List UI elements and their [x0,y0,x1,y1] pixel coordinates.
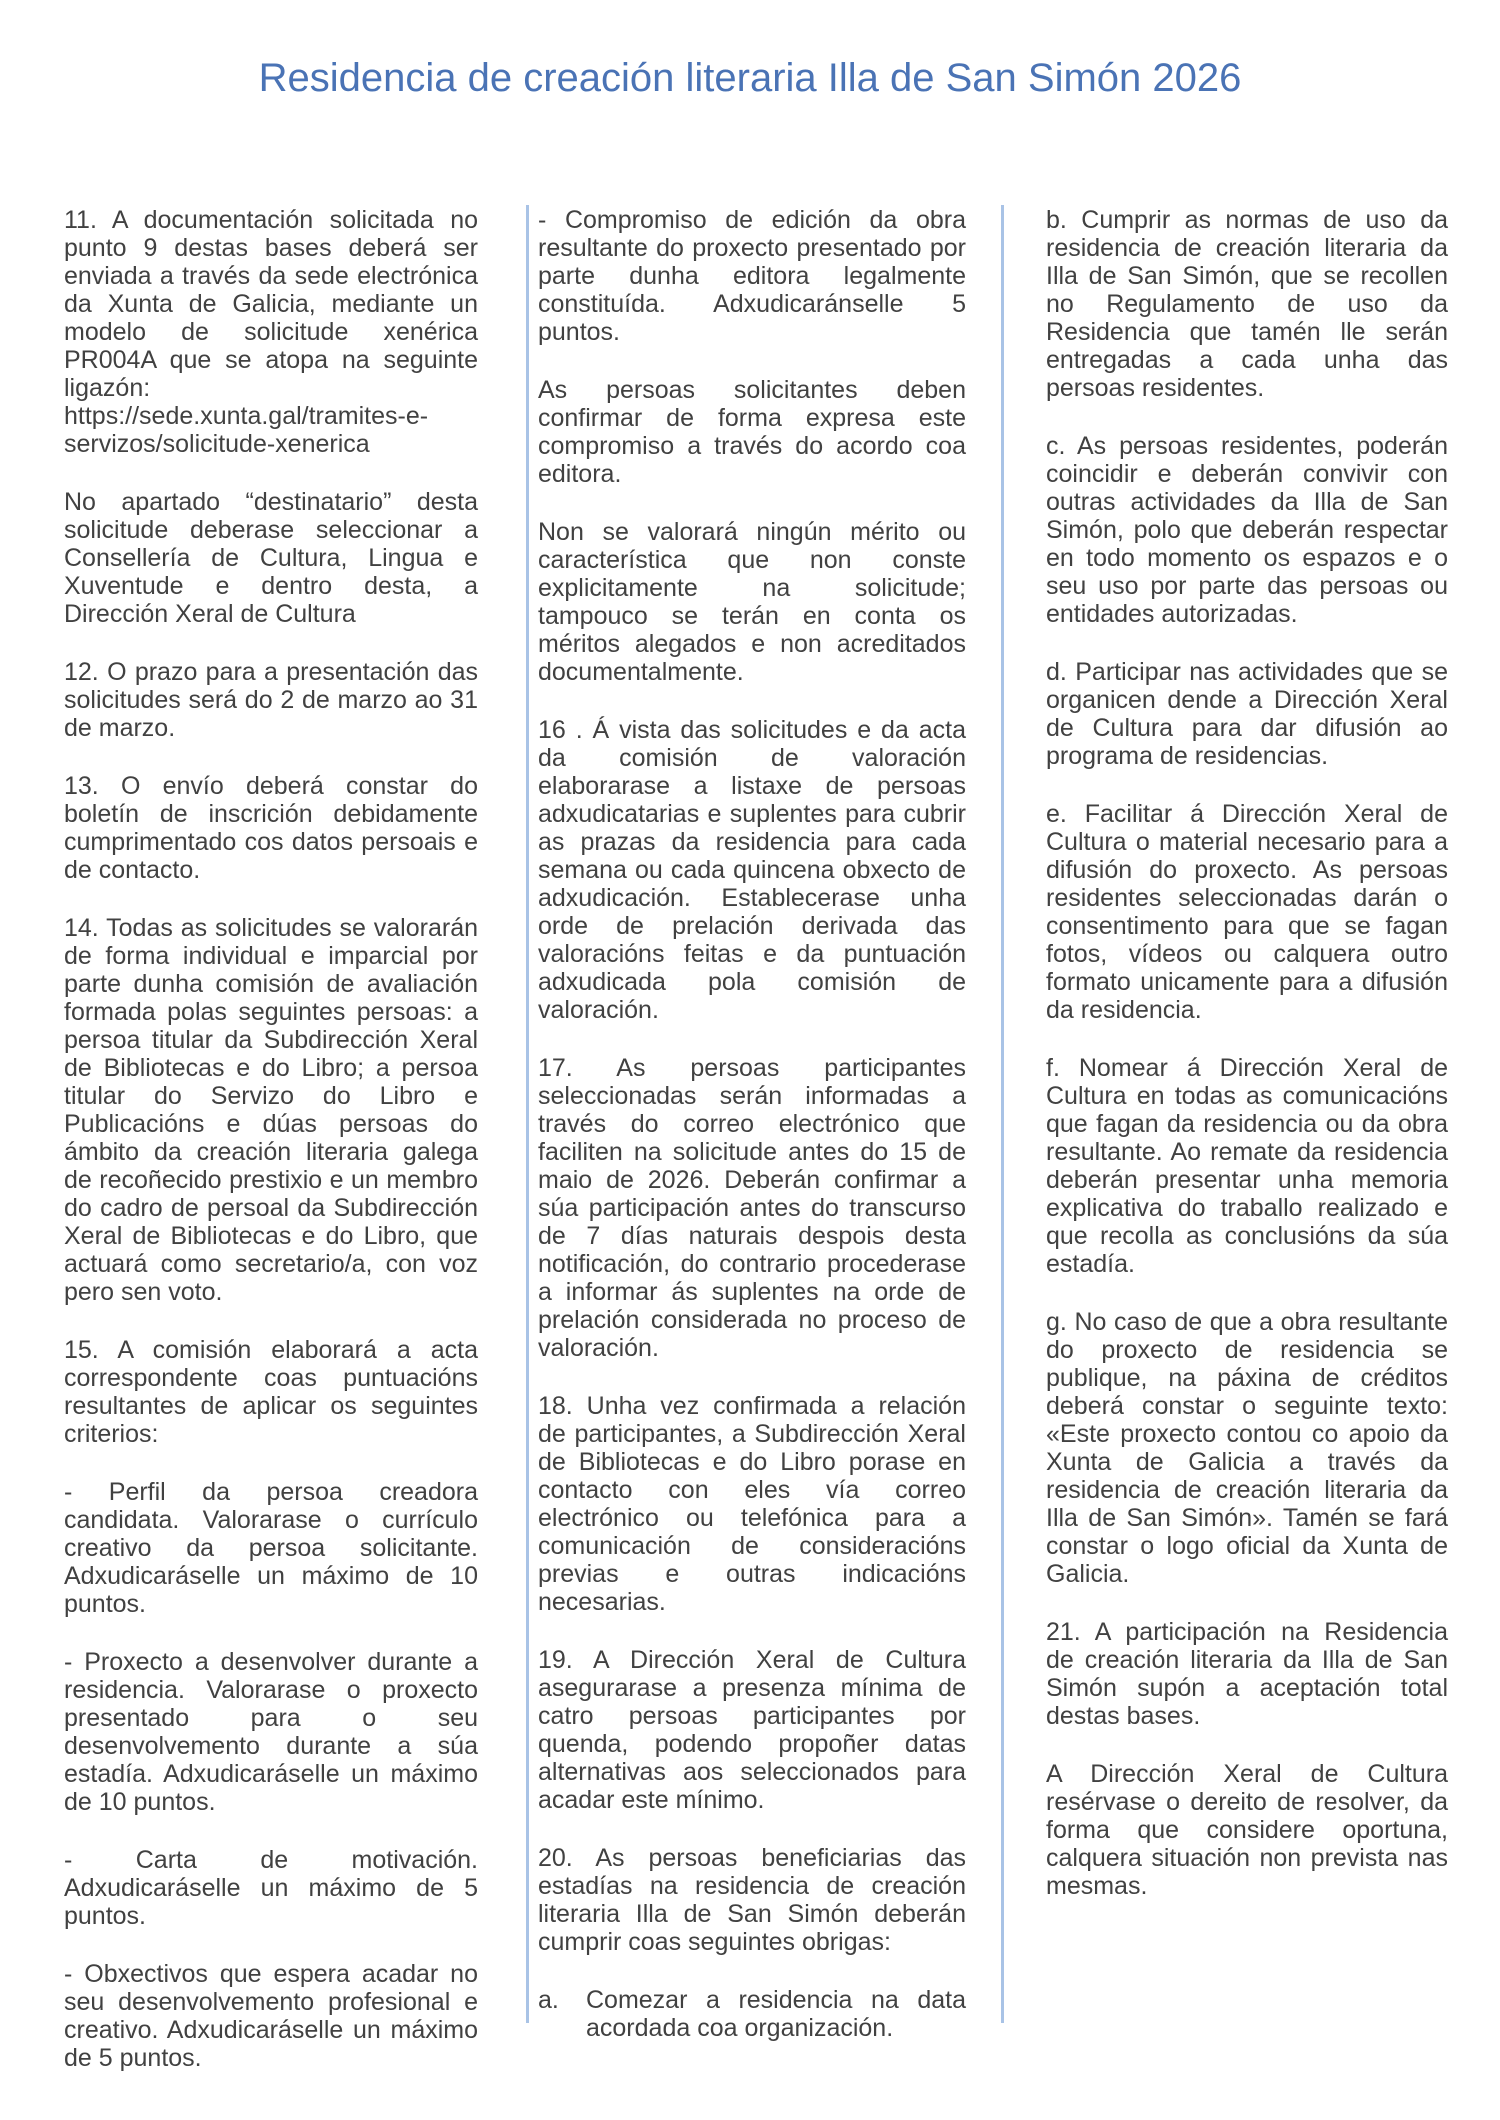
clause-14-paragraph: 14. Todas as solicitudes se valorarán de forma individual e imparcial por parte dunha comisión de avaliación formada polas seguintes persoas: a persoa titular da Subdirección Xeral de Bibliotecas e do Libro; a persoa titular do Servizo do Libro e Publicacións e dúas persoas do ámbito da creación literaria galega de recoñecido prestixio e un membro do cadro de persoal da Subdirección Xeral de Bibliotecas e do Libro, que actuará como secretario/a, con voz pero sen voto. [64,914,478,1306]
clause-17-paragraph: 17. As persoas participantes seleccionadas serán informadas a través do correo electrónico que faciliten na solicitude antes do 15 de maio de 2026. Deberán confirmar a súa participación antes do transcurso de 7 días naturais despois desta notificación, do contrario procederase a informar ás suplentes na orde de prelación considerada no proceso de valoración. [538,1054,966,1362]
clause-20-paragraph: 20. As persoas beneficiarias das estadías na residencia de creación literaria Illa de San Simón deberán cumprir coas seguintes obrigas: [538,1844,966,1956]
final-paragraph: A Dirección Xeral de Cultura resérvase o dereito de resolver, da forma que considere oportuna, calquera situación non prevista nas mesmas. [1046,1760,1448,1900]
clause-19-paragraph: 19. A Dirección Xeral de Cultura asegurarase a presenza mínima de catro persoas participantes por quenda, podendo propoñer datas alternativas aos seleccionados para acadar este mínimo. [538,1646,966,1814]
obligation-item-g: g. No caso de que a obra resultante do proxecto de residencia se publique, na páxina de créditos deberá constar o seguinte texto: «Este proxecto contou co apoio da Xunta de Galicia a través da residencia de creación literaria da Illa de San Simón». Tamén se fará constar o logo oficial da Xunta de Galicia. [1046,1308,1448,1588]
obligation-item-e: e. Facilitar á Dirección Xeral de Cultura o material necesario para a difusión do proxecto. As persoas residentes seleccionadas darán o consentimento para que se fagan fotos, vídeos ou calquera outro formato unicamente para a difusión da residencia. [1046,800,1448,1024]
clause-12-paragraph: 12. O prazo para a presentación das solicitudes será do 2 de marzo ao 31 de marzo. [64,658,478,742]
obligation-item-b: b. Cumprir as normas de uso da residencia de creación literaria da Illa de San Simón, que se recollen no Regulamento de uso da Residencia que tamén lle serán entregadas a cada unha das persoas residentes. [1046,206,1448,402]
clause-13-paragraph: 13. O envío deberá constar do boletín de inscrición debidamente cumprimentado cos datos persoais e de contacto. [64,772,478,884]
criterion-proxecto-paragraph: - Proxecto a desenvolver durante a residencia. Valorarase o proxecto presentado para o seu desenvolvemento durante a súa estadía. Adxudicaráselle un máximo de 10 puntos. [64,1648,478,1816]
destinatario-paragraph: No apartado “destinatario” desta solicitude deberase seleccionar a Consellería de Cultura, Lingua e Xuventude e dentro desta, a Dirección Xeral de Cultura [64,488,478,628]
criterion-perfil-paragraph: - Perfil da persoa creadora candidata. Valorarase o currículo creativo da persoa solicitante. Adxudicaráselle un máximo de 10 puntos. [64,1478,478,1618]
column-1 [64,206,478,2072]
column-2 [538,206,966,2042]
obligation-item-d: d. Participar nas actividades que se organicen dende a Dirección Xeral de Cultura para dar difusión ao programa de residencias. [1046,658,1448,770]
non-valorara-paragraph: Non se valorará ningún mérito ou característica que non conste explicitamente na solicitude; tampouco se terán en conta os méritos alegados e non acreditados documentalmente. [538,518,966,686]
clause-15-paragraph: 15. A comisión elaborará a acta correspondente coas puntuacións resultantes de aplicar os seguintes criterios: [64,1336,478,1448]
column-3 [1046,206,1448,1900]
criterion-carta-paragraph: - Carta de motivación. Adxudicaráselle un máximo de 5 puntos. [64,1846,478,1930]
column-divider-left [526,205,529,2023]
criterion-compromiso-paragraph: - Compromiso de edición da obra resultante do proxecto presentado por parte dunha editora legalmente constituída. Adxudicaránselle 5 puntos. [538,206,966,346]
clause-18-paragraph: 18. Unha vez confirmada a relación de participantes, a Subdirección Xeral de Bibliotecas e do Libro porase en contacto con eles vía correo electrónico ou telefónica para a comunicación de consideracións previas e outras indicacións necesarias. [538,1392,966,1616]
confirmar-compromiso-paragraph: As persoas solicitantes deben confirmar de forma expresa este compromiso a través do acordo coa editora. [538,376,966,488]
column-divider-right [1001,205,1004,2023]
item-a-text: Comezar a residencia na data acordada coa organización. [586,1986,966,2042]
obligation-item-a [538,1986,966,2042]
item-a-marker: a. [538,1986,559,2014]
obligation-item-c: c. As persoas residentes, poderán coincidir e deberán convivir con outras actividades da Illa de San Simón, polo que deberán respectar en todo momento os espazos e o seu uso por parte das persoas ou entidades autorizadas. [1046,432,1448,628]
clause-16-paragraph: 16 . Á vista das solicitudes e da acta da comisión de valoración elaborarase a listaxe de persoas adxudicatarias e suplentes para cubrir as prazas da residencia para cada semana ou cada quincena obxecto de adxudicación. Establecerase unha orde de prelación derivada das valoracións feitas e da puntuación adxudicada pola comisión de valoración. [538,716,966,1024]
clause-11-paragraph: 11. A documentación solicitada no punto 9 destas bases deberá ser enviada a través da sede electrónica da Xunta de Galicia, mediante un modelo de solicitude xenérica PR004A que se atopa na seguinte ligazón: https://sede.xunta.gal/tramites-e-servizos/solicitude-xenerica [64,206,478,458]
page-title: Residencia de creación literaria Illa de San Simón 2026 [258,56,1242,100]
criterion-obxectivos-paragraph: - Obxectivos que espera acadar no seu desenvolvemento profesional e creativo. Adxudicaráselle un máximo de 5 puntos. [64,1960,478,2072]
clause-21-paragraph: 21. A participación na Residencia de creación literaria da Illa de San Simón supón a aceptación total destas bases. [1046,1618,1448,1730]
obligation-item-f: f. Nomear á Dirección Xeral de Cultura en todas as comunicacións que fagan da residencia ou da obra resultante. Ao remate da residencia deberán presentar unha memoria explicativa do traballo realizado e que recolla as conclusións da súa estadía. [1046,1054,1448,1278]
